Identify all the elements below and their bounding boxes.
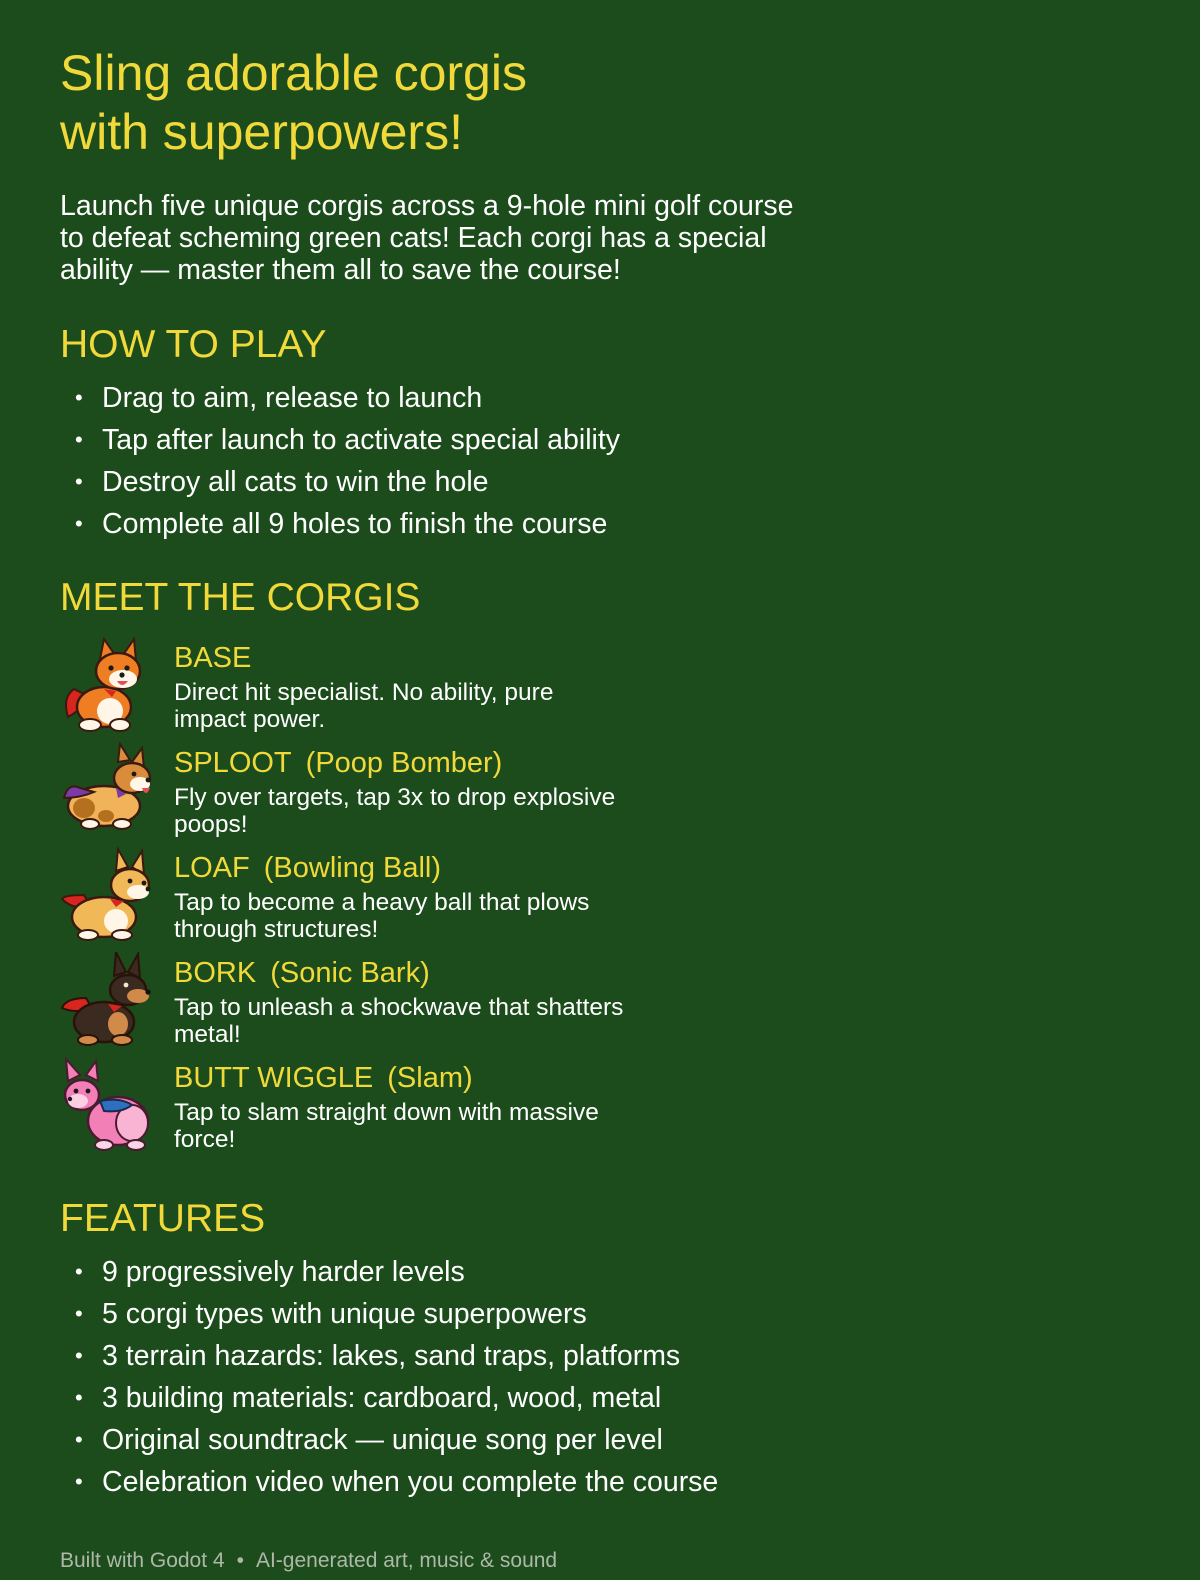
features-heading: FEATURES [60, 1197, 266, 1240]
corgi-name [174, 747, 624, 779]
footer-credits: AI-generated art, music & sound [255, 1549, 558, 1572]
title-line-1: Sling adorable corgis [60, 45, 527, 101]
corgi-ability: (Poop Bomber) [305, 747, 503, 779]
corgi-card-loaf [60, 847, 1140, 952]
corgi-card-base [60, 637, 1140, 742]
list-item: • Drag to aim, release to launch [60, 377, 1140, 419]
corgi-name [174, 642, 624, 674]
corgi-name-label: LOAF [174, 852, 250, 884]
intro-line-1: Launch five unique corgis across a 9-hole mini golf course [60, 190, 794, 222]
corgi-name-label: SPLOOT [174, 747, 292, 779]
corgi-list [60, 637, 1140, 1162]
corgi-description: Tap to become a heavy ball that plows through structures! [174, 889, 590, 943]
list-item: • Original soundtrack — unique song per level [60, 1419, 1140, 1461]
corgi-description: Tap to unleash a shockwave that shatters metal! [174, 994, 624, 1048]
tan-corgi-red-cape-icon [60, 847, 174, 947]
page-title [60, 44, 1140, 162]
intro-paragraph [60, 190, 860, 286]
list-item: • 5 corgi types with unique superpowers [60, 1293, 1140, 1335]
corgi-name [174, 1062, 624, 1094]
patched-corgi-purple-cape-icon [60, 742, 174, 842]
pink-corgi-blue-cape-icon [60, 1057, 174, 1157]
list-item: • Celebration video when you complete the course [60, 1461, 1140, 1503]
footer-engine: Built with Godot 4 [60, 1549, 225, 1572]
corgi-name [174, 957, 624, 989]
corgi-name-label: BASE [174, 642, 252, 674]
corgi-info [174, 1057, 624, 1162]
footer [60, 1549, 1140, 1573]
corgi-name-label: BUTT WIGGLE [174, 1062, 374, 1094]
footer-separator: • [236, 1549, 244, 1572]
list-item: • 9 progressively harder levels [60, 1251, 1140, 1293]
corgi-card-butt-wiggle [60, 1057, 1140, 1162]
list-item: • Destroy all cats to win the hole [60, 461, 1140, 503]
corgi-description: Tap to slam straight down with massive force! [174, 1099, 599, 1153]
intro-line-2: to defeat scheming green cats! Each corgi has a special [60, 222, 767, 254]
features-list [60, 1251, 1140, 1503]
list-item: • Complete all 9 holes to finish the course [60, 503, 1140, 545]
meet-the-corgis-heading: MEET THE CORGIS [60, 576, 421, 619]
corgi-card-sploot [60, 742, 1140, 847]
corgi-info [174, 742, 624, 847]
corgi-name-label: BORK [174, 957, 257, 989]
corgi-description: Direct hit specialist. No ability, pure impact power. [174, 679, 554, 733]
how-to-play-list [60, 377, 1140, 545]
how-to-play-heading: HOW TO PLAY [60, 323, 327, 366]
corgi-description: Fly over targets, tap 3x to drop explosive poops! [174, 784, 616, 838]
list-item: • 3 terrain hazards: lakes, sand traps, platforms [60, 1335, 1140, 1377]
corgi-card-bork [60, 952, 1140, 1057]
corgi-info [174, 637, 624, 742]
title-line-2: with superpowers! [60, 104, 463, 160]
list-item: • Tap after launch to activate special ability [60, 419, 1140, 461]
corgi-ability: (Slam) [387, 1062, 473, 1094]
corgi-ability: (Sonic Bark) [270, 957, 430, 989]
corgi-info [174, 952, 624, 1057]
corgi-ability: (Bowling Ball) [263, 852, 442, 884]
tricolor-corgi-red-cape-icon [60, 952, 174, 1052]
orange-corgi-red-cape-icon [60, 637, 174, 737]
intro-line-3: ability — master them all to save the course! [60, 254, 621, 286]
list-item: • 3 building materials: cardboard, wood, metal [60, 1377, 1140, 1419]
corgi-info [174, 847, 624, 952]
corgi-name [174, 852, 624, 884]
